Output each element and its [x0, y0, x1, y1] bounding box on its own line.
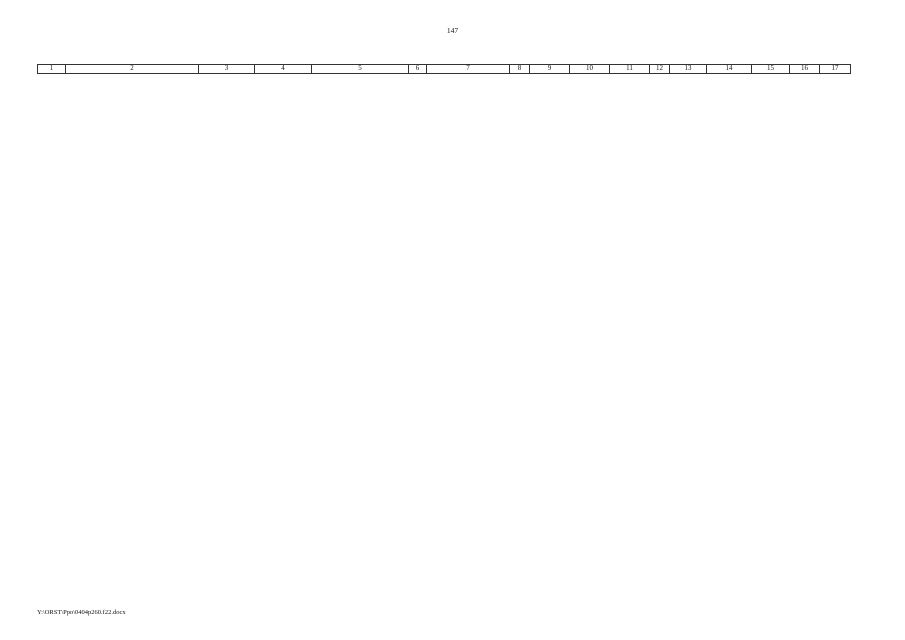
column-header: 14: [707, 65, 752, 74]
column-header: 9: [530, 65, 570, 74]
column-header: 1: [38, 65, 66, 74]
column-header: 15: [752, 65, 790, 74]
column-header: 4: [255, 65, 312, 74]
page-number: 147: [446, 26, 459, 35]
column-header: 2: [66, 65, 199, 74]
column-header: 17: [820, 65, 851, 74]
column-header: 13: [670, 65, 707, 74]
column-header: 11: [610, 65, 650, 74]
column-header: 5: [312, 65, 409, 74]
budget-table: [37, 64, 851, 74]
column-header: 16: [790, 65, 820, 74]
column-header: 3: [199, 65, 255, 74]
column-header: 10: [570, 65, 610, 74]
table-header-row: [38, 65, 851, 74]
footer-file-path: Y:\ORST\Ppo\0404p260.f22.docx: [37, 609, 126, 616]
column-header: 12: [650, 65, 670, 74]
column-header: 6: [409, 65, 427, 74]
column-header: 8: [510, 65, 530, 74]
column-header: 7: [427, 65, 510, 74]
